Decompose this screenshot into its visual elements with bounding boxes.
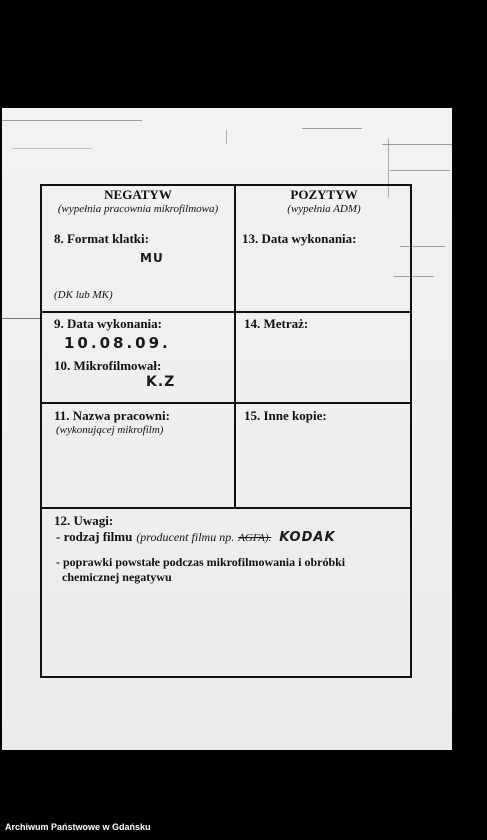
- data-wykonania-value: 10.08.09.: [64, 334, 171, 352]
- inne-kopie-label: 15. Inne kopie:: [244, 408, 327, 423]
- negatyw-cell: [42, 186, 234, 311]
- data-wykonania-pozytyw-label: 13. Data wykonania:: [242, 231, 357, 246]
- pozytyw-title: POZYTYW: [290, 187, 358, 202]
- chemicznej-line: chemicznej negatywu: [62, 570, 172, 584]
- microfilm-form: [40, 184, 412, 678]
- archive-footer: Archiwum Państwowe w Gdańsku: [5, 822, 151, 832]
- nazwa-pracowni-label: 11. Nazwa pracowni:: [54, 408, 170, 423]
- rodzaj-filmu-label: - rodzaj filmu: [56, 529, 133, 544]
- inne-kopie-cell: [236, 404, 412, 507]
- pozytyw-cell: [236, 186, 412, 311]
- mikrofilmowal-value: K.Z: [146, 374, 176, 390]
- metraz-label: 14. Metraż:: [244, 316, 309, 331]
- rodzaj-filmu-value: KODAK: [279, 530, 336, 545]
- nazwa-pracowni-hint: (wykonującej mikrofilm): [56, 424, 164, 436]
- rodzaj-filmu-line: [56, 528, 336, 546]
- mikrofilmowal-label: 10. Mikrofilmował:: [54, 358, 162, 373]
- negatyw-subtitle: (wypełnia pracownia mikrofilmowa): [57, 203, 219, 215]
- scanned-sheet: [2, 108, 452, 750]
- format-klatki-label: 8. Format klatki:: [54, 231, 149, 246]
- nazwa-pracowni-cell: [42, 404, 234, 507]
- rodzaj-filmu-hint: (producent filmu np.: [136, 530, 235, 544]
- negatyw-title: NEGATYW: [104, 187, 172, 202]
- data-mikrofilmowal-cell: [42, 312, 234, 402]
- uwagi-cell: [42, 509, 412, 676]
- rodzaj-filmu-struck: AGFA).: [238, 532, 272, 544]
- uwagi-label: 12. Uwagi:: [54, 513, 114, 528]
- poprawki-line: - poprawki powstałe podczas mikrofilmowania i obróbki: [56, 555, 346, 569]
- pozytyw-subtitle: (wypełnia ADM): [287, 203, 361, 215]
- data-wykonania-label: 9. Data wykonania:: [54, 316, 162, 331]
- metraz-cell: [236, 312, 412, 402]
- format-klatki-value: MU: [140, 251, 164, 265]
- format-klatki-hint: (DK lub MK): [54, 289, 113, 301]
